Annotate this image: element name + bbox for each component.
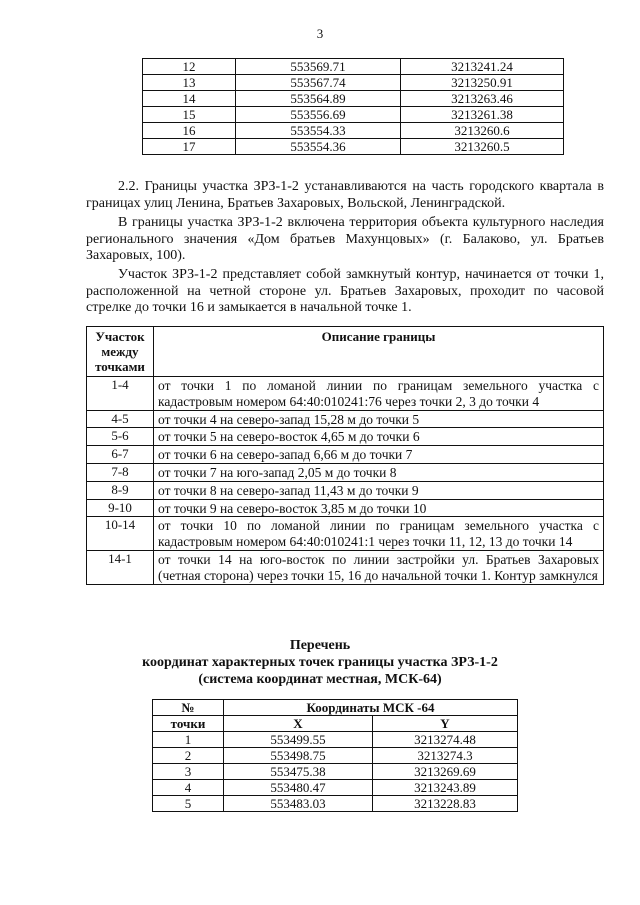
list-title-line2: координат характерных точек границы участка ЗРЗ-1-2 [142,655,498,670]
paragraph-contour [86,267,604,317]
y-value: 3213261.38 [401,107,564,123]
y-value: 3213274.3 [373,748,518,764]
point-number: 15 [143,107,236,123]
table-row [87,481,604,499]
table-row [87,550,604,584]
table-row [143,139,564,155]
segment-id: 6-7 [87,446,154,464]
boundary-description-table [86,326,604,585]
table-row [153,796,518,812]
segment-id: 8-9 [87,481,154,499]
y-value: 3213241.24 [401,59,564,75]
x-value: 553554.36 [236,139,401,155]
x-value: 553567.74 [236,75,401,91]
y-value: 3213243.89 [373,780,518,796]
x-value: 553554.33 [236,123,401,139]
paragraph-heritage [86,215,604,265]
y-value: 3213269.69 [373,764,518,780]
table-row [143,107,564,123]
segment-description: от точки 5 на северо-восток 4,65 м до точки 6 [154,428,604,446]
table-row [143,59,564,75]
point-number: 1 [153,732,224,748]
table-row [143,91,564,107]
y-value: 3213263.46 [401,91,564,107]
point-number: 13 [143,75,236,91]
segment-description: от точки 4 на северо-запад 15,28 м до точки 5 [154,410,604,428]
table-row [87,410,604,428]
x-value: 553498.75 [224,748,373,764]
page-number: 3 [316,26,324,41]
x-value: 553475.38 [224,764,373,780]
segment-description: от точки 14 на юго-восток по линии застройки ул. Братьев Захаровых (четная сторона) через точки 15, 16 до начальной точки 1. Контур замкнулся [154,550,604,584]
table-row [87,517,604,551]
x-value: 553556.69 [236,107,401,123]
table-row [153,732,518,748]
segment-description: от точки 1 по ломаной линии по границам земельного участка с кадастровым номером 64:40:010241:76 через точки 2, 3 до точки 4 [154,377,604,411]
y-value: 3213260.6 [401,123,564,139]
point-number: 14 [143,91,236,107]
table-row [143,75,564,91]
table-row [153,764,518,780]
segment-id: 1-4 [87,377,154,411]
x-value: 553564.89 [236,91,401,107]
segment-description: от точки 9 на северо-восток 3,85 м до точки 10 [154,499,604,517]
table-row [87,428,604,446]
segment-description: от точки 10 по ломаной линии по границам земельного участка с кадастровым номером 64:40:010241:1 через точки 11, 12, 13 до точки 14 [154,517,604,551]
header-y: Y [373,716,518,732]
segment-description: от точки 8 на северо-запад 11,43 м до точки 9 [154,481,604,499]
header-number: № [153,700,224,716]
point-number: 12 [143,59,236,75]
header-points: точки [153,716,224,732]
segment-id: 10-14 [87,517,154,551]
y-value: 3213274.48 [373,732,518,748]
point-number: 17 [143,139,236,155]
segment-id: 7-8 [87,463,154,481]
table-header-row [87,327,604,377]
list-title-line1: Перечень [289,638,351,653]
bottom-coordinates-table [152,699,518,812]
table-row [143,123,564,139]
header-x: X [224,716,373,732]
header-description: Описание границы [154,327,604,377]
x-value: 553499.55 [224,732,373,748]
segment-id: 14-1 [87,550,154,584]
segment-description: от точки 6 на северо-запад 6,66 м до точки 7 [154,446,604,464]
paragraph-contour-text: Участок ЗРЗ-1-2 представляет собой замкнутый контур, начинается от точки 1, расположенной на четной стороне ул. Братьев Захаровых, проходит по часовой стрелке до точки 16 и замыкается в начальной точке 1. [86,267,604,315]
point-number: 5 [153,796,224,812]
table-row [87,499,604,517]
paragraph-2-2 [86,179,604,212]
table-row [87,463,604,481]
point-number: 16 [143,123,236,139]
table-header-row [153,700,518,716]
segment-id: 4-5 [87,410,154,428]
header-coordinates: Координаты МСК -64 [224,700,518,716]
paragraph-heritage-text: В границы участка ЗРЗ-1-2 включена территория объекта культурного наследия регионального значения «Дом братьев Махунцовых» (г. Балаково, ул. Братьев Захаровых, 100). [86,215,604,263]
table-row [87,446,604,464]
y-value: 3213260.5 [401,139,564,155]
y-value: 3213250.91 [401,75,564,91]
x-value: 553483.03 [224,796,373,812]
segment-description: от точки 7 на юго-запад 2,05 м до точки 8 [154,463,604,481]
table-row [153,780,518,796]
segment-id: 5-6 [87,428,154,446]
header-segment: Участок между точками [87,327,154,377]
y-value: 3213228.83 [373,796,518,812]
list-title-line3: (система координат местная, МСК-64) [198,672,442,687]
point-number: 2 [153,748,224,764]
x-value: 553480.47 [224,780,373,796]
table-row [153,748,518,764]
point-number: 4 [153,780,224,796]
table-header-row [153,716,518,732]
top-coordinates-table [142,58,564,155]
point-number: 3 [153,764,224,780]
x-value: 553569.71 [236,59,401,75]
paragraph-2-2-text: 2.2. Границы участка ЗРЗ-1-2 устанавливаются на часть городского квартала в границах улиц Ленина, Братьев Захаровых, Вольской, Ленинградской. [86,179,604,211]
segment-id: 9-10 [87,499,154,517]
table-row [87,377,604,411]
